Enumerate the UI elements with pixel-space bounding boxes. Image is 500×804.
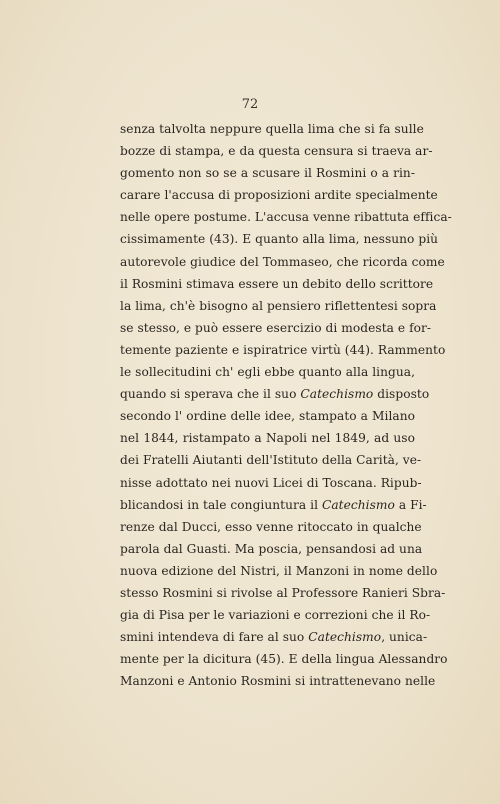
text-line: Manzoni e Antonio Rosmini si intrattenevano nelle <box>120 674 436 689</box>
text-line: nel 1844, ristampato a Napoli nel 1849, ad uso <box>120 431 415 446</box>
body-text <box>120 118 452 692</box>
text-line: cissimamente (43). E quanto alla lima, nessuno più <box>120 232 439 247</box>
text-line: quando si sperava che il suo Catechismo disposto <box>120 387 430 402</box>
text-line: stesso Rosmini si rivolse al Professore Ranieri Sbra- <box>120 585 446 600</box>
text-line: bozze di stampa, e da questa censura si traeva ar- <box>120 144 433 159</box>
text-line: secondo l' ordine delle idee, stampato a Milano <box>120 409 415 424</box>
text-line: senza talvolta neppure quella lima che si fa sulle <box>120 122 424 136</box>
text-line: gia di Pisa per le variazioni e correzioni che il Ro- <box>120 608 431 623</box>
text-line: blicandosi in tale congiuntura il Catechismo a Fi- <box>120 497 427 512</box>
text-line: temente paziente e ispiratrice virtù (44). Rammento <box>120 342 446 357</box>
text-line: renze dal Ducci, esso venne ritoccato in qualche <box>120 519 422 534</box>
page-number: 72 <box>241 97 259 112</box>
text-line: la lima, ch'è bisogno al pensiero riflettentesi sopra <box>120 298 437 313</box>
text-line: dei Fratelli Aiutanti dell'Istituto della Carità, ve- <box>120 453 422 468</box>
text-line: gomento non so se a scusare il Rosmini o a rin- <box>120 166 415 181</box>
text-line: smini intendeva di fare al suo Catechismo, unica- <box>120 630 428 645</box>
text-line: nuova edizione del Nistri, il Manzoni in nome dello <box>120 563 438 578</box>
text-line: il Rosmini stimava essere un debito dello scrittore <box>120 276 434 291</box>
text-line: nelle opere postume. L'accusa venne ribattuta effica- <box>120 210 452 225</box>
text-line: mente per la dicitura (45). E della lingua Alessandro <box>120 652 448 667</box>
text-line: se stesso, e può essere esercizio di modesta e for- <box>120 320 432 335</box>
text-line: carare l'accusa di proposizioni ardite specialmente <box>120 188 438 203</box>
text-line: autorevole giudice del Tommaseo, che ricorda come <box>120 254 445 269</box>
text-line: le sollecitudini ch' egli ebbe quanto alla lingua, <box>120 365 415 380</box>
text-line: nisse adottato nei nuovi Licei di Toscana. Ripub- <box>120 475 422 490</box>
text-line: parola dal Guasti. Ma poscia, pensandosi ad una <box>120 541 423 556</box>
